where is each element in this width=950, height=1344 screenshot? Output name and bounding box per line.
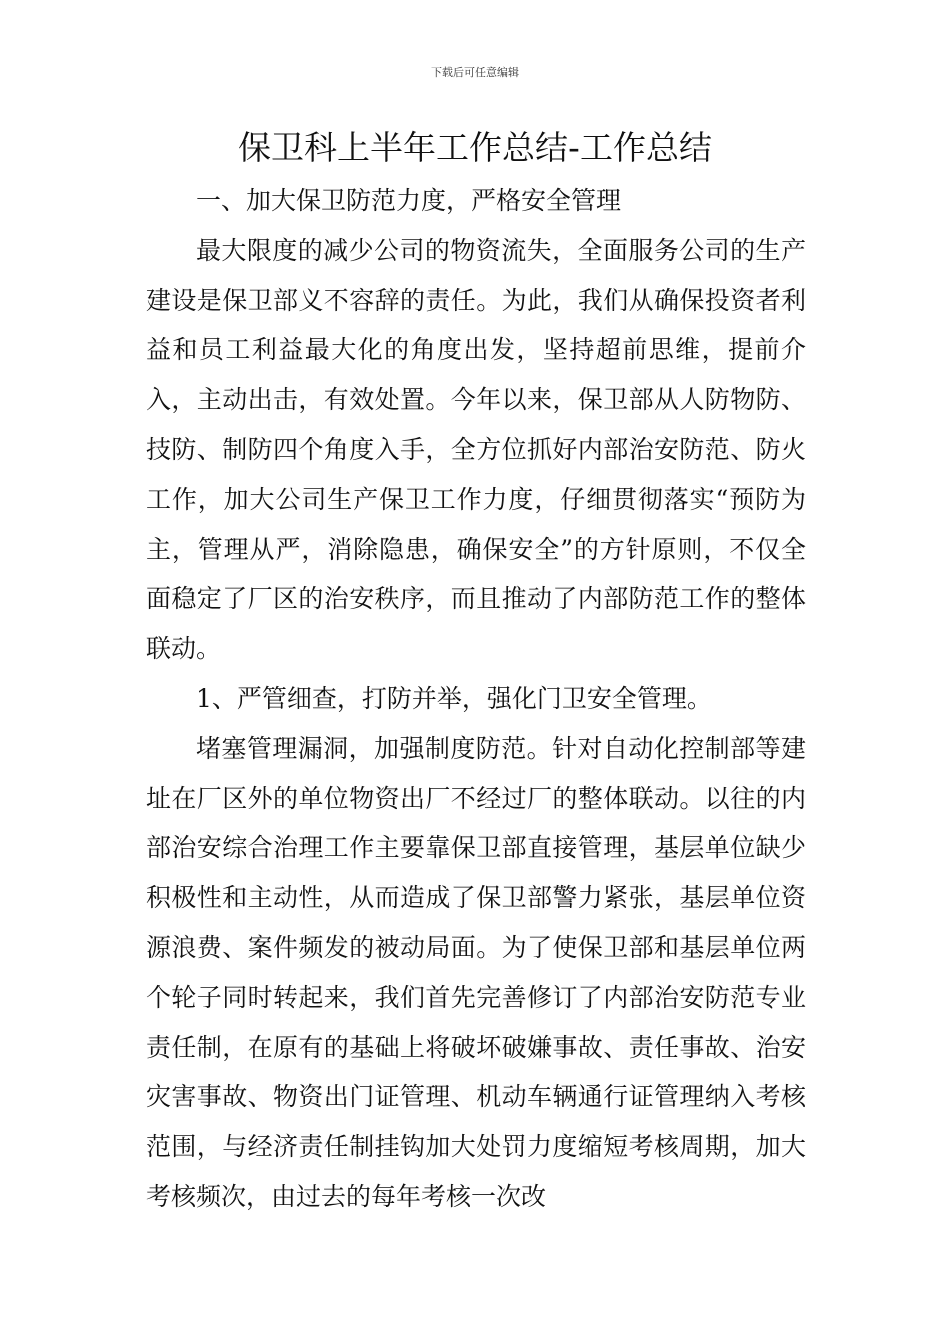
document-title: 保卫科上半年工作总结-工作总结 xyxy=(238,128,712,167)
document-body xyxy=(146,176,806,1222)
section-heading: 一、加大保卫防范力度，严格安全管理 xyxy=(196,186,622,215)
header-note: 下载后可任意编辑 xyxy=(431,66,519,79)
subsection-heading: 1、严管细查，打防并举，强化门卫安全管理。 xyxy=(196,683,712,713)
body-paragraph: 堵塞管理漏洞，加强制度防范。针对自动化控制部等建址在厂区外的单位物资出厂不经过厂的整体联动。以往的内部治安综合治理工作主要靠保卫部直接管理，基层单位缺少积极性和主动性，从而造成了保卫部警力紧张，基层单位资源浪费、案件频发的被动局面。为了使保卫部和基层单位两个轮子同时转起来，我们首先完善修订了内部治安防范专业责任制，在原有的基础上将破坏破嫌事故、责任事故、治安灾害事故、物资出门证管理、机动车辆通行证管理纳入考核范围，与经济责任制挂钩加大处罚力度缩短考核周期，加大考核频次，由过去的每年考核一次改 xyxy=(146,733,806,1211)
body-paragraph: 最大限度的减少公司的物资流失，全面服务公司的生产建设是保卫部义不容辞的责任。为此，我们从确保投资者利益和员工利益最大化的角度出发，坚持超前思维，提前介入，主动出击，有效处置。今年以来，保卫部从人防物防、技防、制防四个角度入手，全方位抓好内部治安防范、防火工作，加大公司生产保卫工作力度，仔细贯彻落实“预防为主，管理从严，消除隐患，确保安全”的方针原则，不仅全面稳定了厂区的治安秩序，而且推动了内部防范工作的整体联动。 xyxy=(146,235,806,664)
